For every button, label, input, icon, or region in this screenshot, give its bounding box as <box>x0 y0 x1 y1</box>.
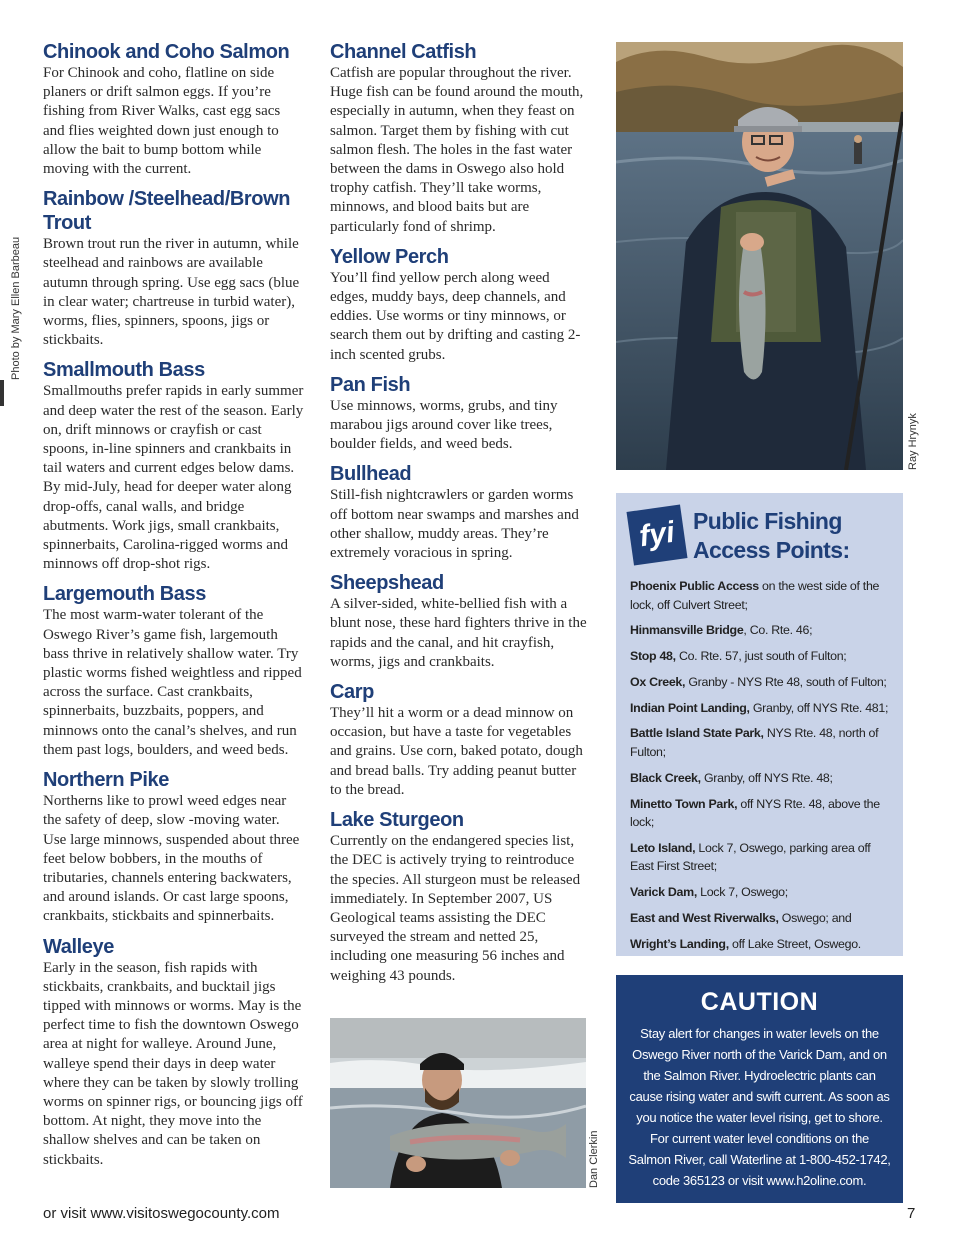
list-item <box>630 935 896 954</box>
photo-angler-snow <box>330 1018 586 1188</box>
access-point-name: Minetto Town Park, <box>630 796 738 811</box>
access-point-detail: on the west side of the lock, off Culvert Street; <box>630 579 880 612</box>
fyi-title-line2: Access Points: <box>693 537 850 563</box>
list-item <box>630 769 896 788</box>
section-title: Sheepshead <box>330 572 444 595</box>
section-smallmouth <box>43 358 305 574</box>
access-point-detail: off NYS Rte. 48, above the lock; <box>630 796 880 830</box>
edge-mark <box>0 380 4 406</box>
fyi-title <box>693 507 893 565</box>
access-point-name: East and West Riverwalks, <box>630 910 779 925</box>
section-largemouth <box>43 582 305 760</box>
caution-title: CAUTION <box>700 988 819 1016</box>
section-body: Use minnows, worms, grubs, and tiny marabou jigs around cover like trees, boulder fields, and weed beds. <box>330 397 558 453</box>
section-body: Catfish are popular throughout the river. Huge fish can be found around the mouth, especially in autumn, when they feast on salmon. Target them by fishing with cut salmon flesh. The holes in the fast water between the dams in Oswego also hold trophy catfish. They’ll take worms, minnows, and blood baits but are particularly fond of shrimp. <box>330 65 584 235</box>
section-title: Walleye <box>43 935 114 958</box>
access-point-name: Phoenix Public Access <box>630 579 759 593</box>
section-body: Still-fish nightcrawlers or garden worms off bottom near swamps and marshes and other shallow, muddy areas. They’re extremely voracious in spring. <box>330 487 579 562</box>
section-title: Bullhead <box>330 463 412 486</box>
section-body: The most warm-water tolerant of the Oswego River’s game fish, largemouth bass thrive in relatively shallow water. Try plastic worms fished weightless and ripped across the surface. Cast crankbaits, spinnerbaits, buzzbaits, poppers, and minnows onto the canal’s shelves, and run them past logs, boulders, and weed beds. <box>43 607 302 758</box>
section-title: Carp <box>330 681 374 704</box>
list-item <box>630 883 896 902</box>
section-title: Channel Catfish <box>330 41 477 63</box>
access-point-detail: Oswego; and <box>778 910 852 925</box>
footer-website: or visit www.visitoswegocounty.com <box>43 1205 280 1222</box>
list-item <box>630 577 896 614</box>
left-column <box>43 40 305 1178</box>
access-point-detail: Granby - NYS Rte 48, south of Fulton; <box>685 674 887 689</box>
access-point-detail: Lock 7, Oswego; <box>696 885 788 900</box>
access-point-name: Ox Creek, <box>630 674 686 689</box>
list-item <box>630 647 896 666</box>
photo-angler-river-illustration <box>616 42 903 470</box>
caution-box <box>616 975 903 1203</box>
section-body: Northerns like to prowl weed edges near the safety of deep, slow -moving water. Use large minnows, suspended about three feet below bobbers, in the mouths of tributaries, channels entering backwaters, and around islands. Or cast large spoons, crankbaits, stickbaits and spinnerbaits. <box>43 793 300 925</box>
section-walleye <box>43 935 305 1170</box>
list-item <box>630 839 896 876</box>
access-point-name: Varick Dam, <box>630 885 697 900</box>
access-point-name: Indian Point Landing, <box>630 700 750 715</box>
section-title: Lake Sturgeon <box>330 809 464 832</box>
middle-column <box>330 40 590 994</box>
access-point-name: Leto Island, <box>630 840 696 855</box>
photo-credit-left: Photo by Mary Ellen Barbeau <box>10 236 22 380</box>
section-title: Largemouth Bass <box>43 583 206 606</box>
section-body: Brown trout run the river in autumn, while steelhead and rainbows are available autumn through spring. Use egg sacs (blue in clear water; chartreuse in turbid water), worms, flies, spinners, spoons, jigs or stickbaits. <box>43 236 300 349</box>
section-title: Pan Fish <box>330 373 411 396</box>
fyi-badge: fyi <box>627 505 688 566</box>
list-item <box>630 673 896 692</box>
section-title: Chinook and Coho Salmon <box>43 41 290 63</box>
section-body: For Chinook and coho, flatline on side planers or drift salmon eggs. If you’re fishing from River Walks, cast egg sacs and flies weighted down just enough to allow the bait to bump bottom while moving with the current. <box>43 65 281 178</box>
section-channel-catfish <box>330 40 590 237</box>
section-body: They’ll hit a worm or a dead minnow on occasion, but have a taste for vegetables and grains. Use corn, baked potato, dough and bread balls. Try adding peanut butter to the bread. <box>330 705 583 798</box>
access-point-detail: , Co. Rte. 46; <box>743 623 813 638</box>
access-point-detail: off Lake Street, Oswego. <box>728 936 861 951</box>
section-title: Northern Pike <box>43 769 169 792</box>
photo-angler-river <box>616 42 903 470</box>
section-title: Yellow Perch <box>330 245 449 268</box>
access-point-detail: Granby, off NYS Rte. 48; <box>700 770 833 785</box>
access-point-name: Battle Island State Park, <box>630 726 764 741</box>
access-point-detail: Granby, off NYS Rte. 481; <box>749 700 889 715</box>
fyi-title-line1: Public Fishing <box>693 508 842 534</box>
section-trout <box>43 187 305 350</box>
list-item <box>630 795 896 832</box>
fyi-access-points-box <box>616 493 903 956</box>
access-point-name: Wright’s Landing, <box>630 936 729 951</box>
access-point-name: Stop 48, <box>630 649 676 664</box>
access-point-detail: NYS Rte. 48, north of Fulton; <box>630 726 879 759</box>
section-sheepshead <box>330 571 590 672</box>
caution-body: Stay alert for changes in water levels on the Oswego River north of the Varick Dam, and on the Salmon River. Hydroelectric plants can cause rising water and swift current. As soon as you notice the water level rising, get to shore. For current water level conditions on the Salmon River, call Waterline at 1-800-452-1742, code 365123 or visit www.h2oline.com. <box>628 1026 891 1188</box>
section-chinook-coho <box>43 40 305 179</box>
section-title: Rainbow /Steelhead/Brown Trout <box>43 188 291 235</box>
access-point-detail: Co. Rte. 57, just south of Fulton; <box>675 649 847 664</box>
list-item <box>630 699 896 718</box>
section-body: A silver-sided, white-bellied fish with a blunt nose, these hard fighters thrive in the rapids and the canal, and hit crayfish, worms, jigs and crankbaits. <box>330 596 587 670</box>
section-body: Smallmouths prefer rapids in early summer and deep water the rest of the season. Early on, drift minnows or crayfish or cast spoons, in-line spinners and crankbaits in tail waters and current edges below dams. By mid-July, head for deeper water along drop-offs, canal walls, and bridge abutments. Work jigs, small crankbaits, spinnerbaits, Carolina-rigged worms and minnows off drop-shot rigs. <box>43 383 304 573</box>
list-item <box>630 724 896 761</box>
section-title: Smallmouth Bass <box>43 359 205 382</box>
section-body: Currently on the endangered species list, the DEC is actively trying to reintroduce the species. All sturgeon must be released immediately. In September 2007, US Geological teams assisting the DEC surveyed the stream and netted 25, including one measuring 56 inches and weighing 43 pounds. <box>330 833 581 984</box>
section-carp <box>330 680 590 800</box>
section-bullhead <box>330 462 590 563</box>
page-number: 7 <box>907 1205 916 1222</box>
section-yellow-perch <box>330 245 590 365</box>
photo-credit-top-right: Ray Hrynyk <box>907 413 919 470</box>
access-point-name: Hinmansville Bridge <box>630 623 744 638</box>
photo-angler-snow-illustration <box>330 1018 586 1188</box>
photo-credit-bottom: Dan Clerkin <box>588 1130 600 1188</box>
section-body: You’ll find yellow perch along weed edges, muddy bays, deep channels, and eddies. Use worms or tiny minnows, or search them out by drifting and casting 2-inch scented grubs. <box>330 269 581 363</box>
section-lake-sturgeon <box>330 808 590 986</box>
access-point-detail: Lock 7, Oswego, parking area off East First Street; <box>630 840 871 874</box>
list-item <box>630 621 896 640</box>
section-pan-fish <box>330 373 590 455</box>
access-points-list <box>630 577 896 961</box>
section-body: Early in the season, fish rapids with stickbaits, crankbaits, and bucktail jigs tipped with minnows or worms. May is the perfect time to fish the downtown Oswego area at night for walleye. Around June, walleye spend their days in deep water where they can be taken by slowly trolling worms on spinner rigs, or bouncing jigs off bottom. At night, they move into the shallow shelves and can be taken on stickbaits. <box>43 959 303 1168</box>
access-point-name: Black Creek, <box>630 770 701 785</box>
section-northern-pike <box>43 768 305 926</box>
list-item <box>630 909 896 928</box>
